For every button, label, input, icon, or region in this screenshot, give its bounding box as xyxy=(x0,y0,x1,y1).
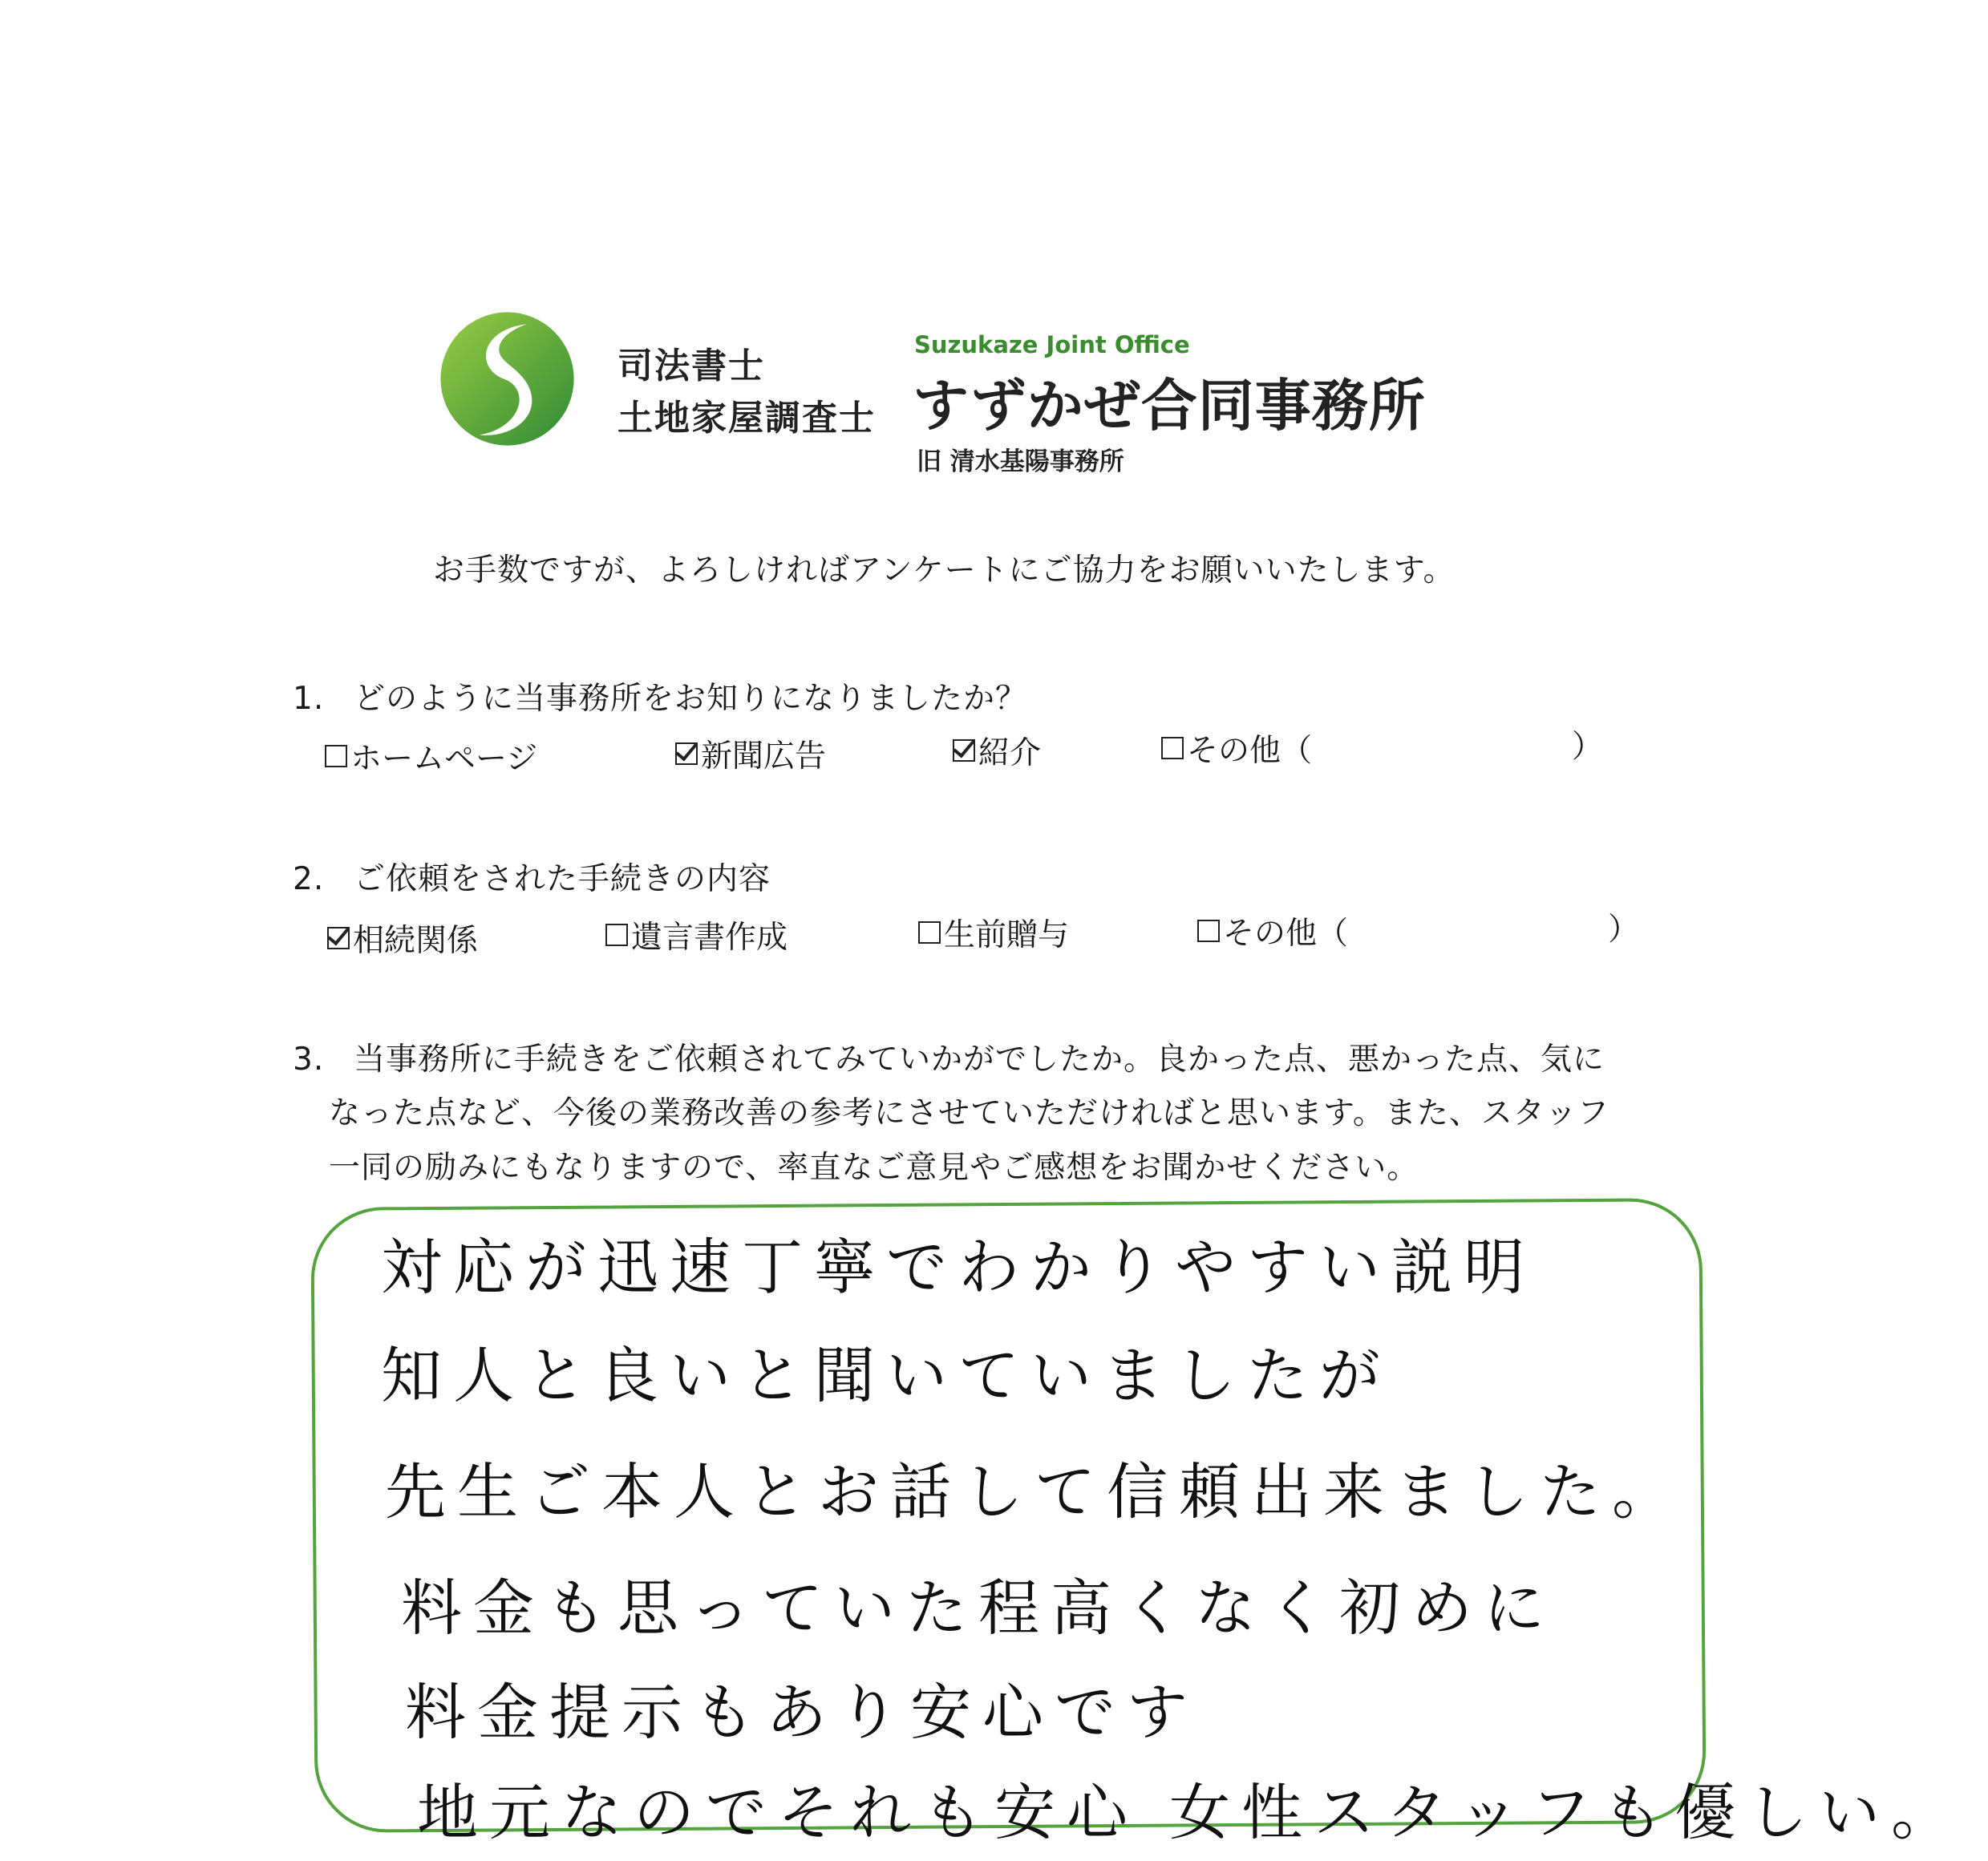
answer-line-3: 先生ご本人とお話して信頼出来ました。 xyxy=(385,1456,1684,1527)
answer-line-1: 対応が迅速丁寧でわかりやすい説明 xyxy=(381,1232,1536,1303)
qualification-judicial-scrivener: 司法書士 xyxy=(617,346,765,386)
question-3-line-1: 3. 当事務所に手続きをご依頼されてみていかがでしたか。良かった点、悪かった点、気に xyxy=(293,1042,1605,1078)
question-2 xyxy=(293,854,771,899)
question-2-number: 2. xyxy=(293,861,325,897)
question-2-text: ご依頼をされた手続きの内容 xyxy=(354,861,771,897)
q2-option-will-drafting[interactable]: 遺言書作成 xyxy=(605,912,788,957)
survey-intro: お手数ですが、よろしければアンケートにご協力をお願いいたします。 xyxy=(433,552,1456,589)
question-1 xyxy=(293,674,1027,718)
checkbox-unchecked[interactable] xyxy=(1161,737,1184,759)
checkbox-checked[interactable] xyxy=(327,927,350,949)
answer-line-4: 料金も思っていた程高くなく初めに xyxy=(401,1572,1556,1644)
checkbox-unchecked[interactable] xyxy=(918,921,941,944)
answer-line-6: 地元なのでそれも安心 女性スタッフも優しい。 xyxy=(417,1777,1964,1848)
checkbox-unchecked[interactable] xyxy=(325,745,347,767)
office-name-japanese: すずかぜ合同事務所 xyxy=(913,373,1426,439)
q1-option-referral[interactable]: 紹介 xyxy=(953,728,1041,773)
answer-line-5: 料金提示もあり安心です xyxy=(405,1677,1199,1748)
question-1-number: 1. xyxy=(293,681,325,717)
checkbox-checked[interactable] xyxy=(953,739,975,762)
question-3-number: 3. xyxy=(293,1042,325,1078)
question-3-line-2: なった点など、今後の業務改善の参考にさせていただければと思います。また、スタッフ xyxy=(329,1095,1609,1131)
checkbox-unchecked[interactable] xyxy=(605,924,628,946)
checkbox-checked[interactable] xyxy=(675,742,698,765)
q1-option-other[interactable]: その他（ xyxy=(1161,726,1312,771)
answer-line-2: 知人と良いと聞いていましたが xyxy=(381,1340,1391,1411)
q2-option-inheritance[interactable]: 相続関係 xyxy=(327,916,478,961)
question-1-text: どのように当事務所をお知りになりましたか？ xyxy=(354,681,1028,717)
checkbox-unchecked[interactable] xyxy=(1197,920,1220,942)
q2-option-other[interactable]: その他（ xyxy=(1197,908,1348,953)
q1-option-newspaper[interactable]: 新聞広告 xyxy=(675,731,826,776)
office-name-english: Suzukaze Joint Office xyxy=(914,331,1190,358)
question-3-line-3: 一同の励みにもなりますので、率直なご意見やご感想をお聞かせください。 xyxy=(329,1150,1419,1186)
qualification-land-surveyor: 土地家屋調査士 xyxy=(617,398,876,439)
q2-option-lifetime-gift[interactable]: 生前贈与 xyxy=(918,910,1069,955)
office-former-name: 旧 清水基陽事務所 xyxy=(917,447,1124,476)
q1-option-homepage[interactable]: ホームページ xyxy=(325,734,537,779)
q1-other-close-paren: ） xyxy=(1572,729,1604,765)
q2-other-close-paren: ） xyxy=(1608,912,1640,948)
office-logo-icon xyxy=(437,309,577,449)
